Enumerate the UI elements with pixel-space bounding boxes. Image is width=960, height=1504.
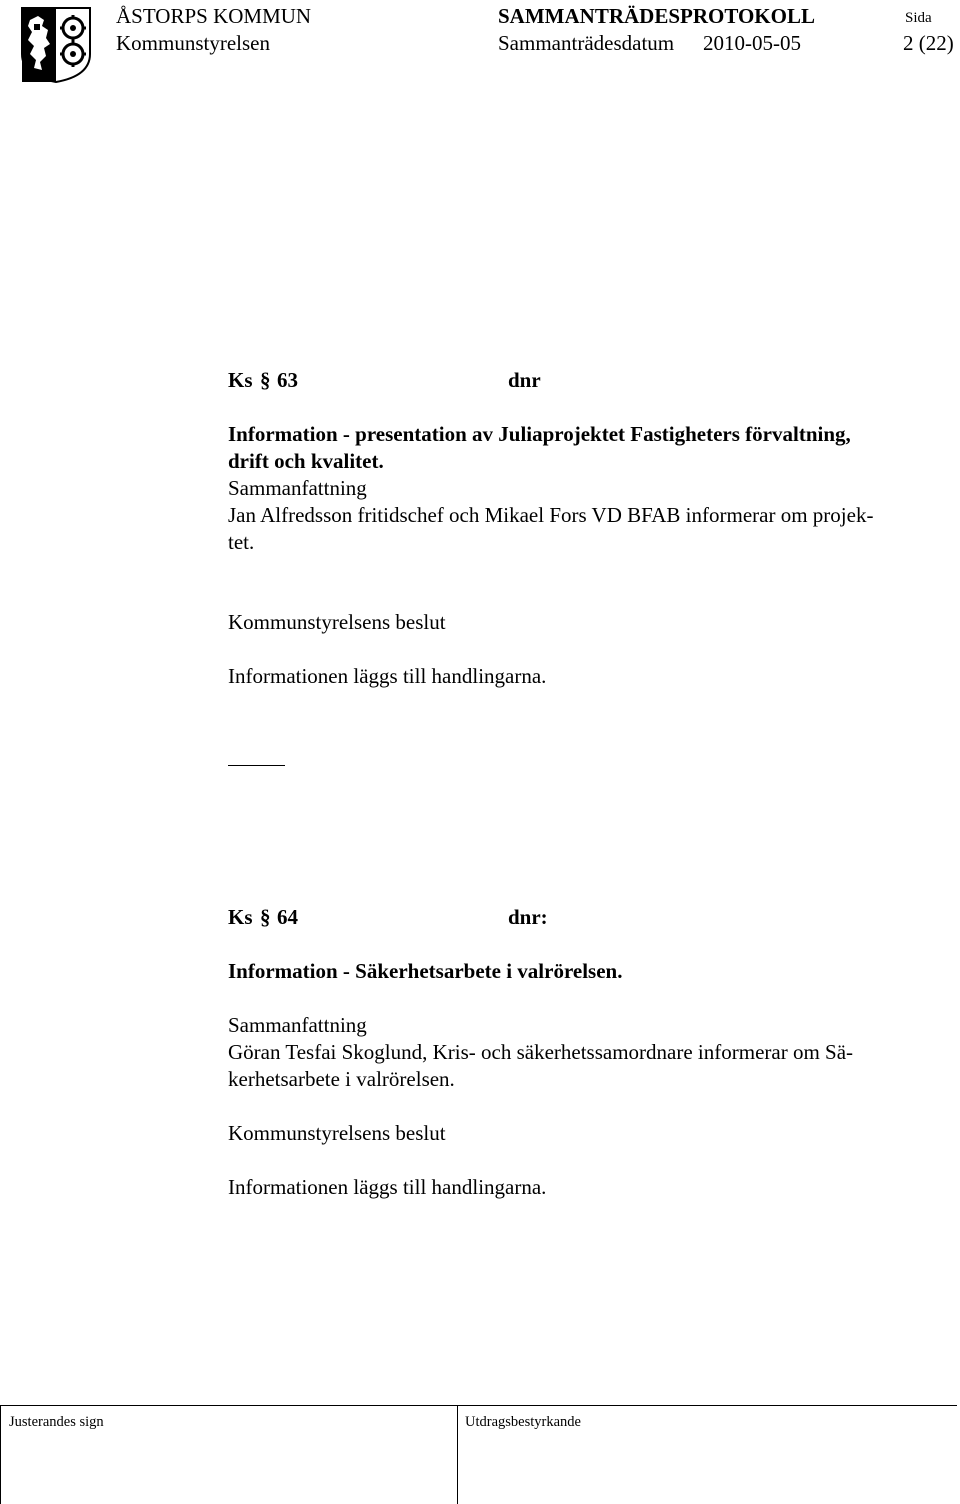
item-dnr: dnr:: [508, 905, 548, 929]
organization-name: ÅSTORPS KOMMUN: [116, 4, 312, 28]
item-ks-label: Ks: [228, 905, 253, 929]
summary-text: Jan Alfredsson fritidschef och Mikael Fors VD BFAB informerar om projek-: [228, 503, 874, 527]
certification-box-label: Utdragsbestyrkande: [465, 1414, 581, 1430]
section-sign: §: [260, 368, 271, 392]
page-label: Sida: [905, 10, 932, 26]
decision-heading: Kommunstyrelsens beslut: [228, 1121, 446, 1145]
decision-text: Informationen läggs till handlingarna.: [228, 1175, 547, 1199]
summary-heading: Sammanfattning: [228, 476, 367, 500]
decision-heading: Kommunstyrelsens beslut: [228, 610, 446, 634]
summary-text-cont: tet.: [228, 530, 255, 554]
footer-divider-left: [0, 1405, 1, 1504]
summary-text: Göran Tesfai Skoglund, Kris- och säkerhetssamordnare informerar om Sä-: [228, 1040, 854, 1064]
decision-text: Informationen läggs till handlingarna.: [228, 664, 547, 688]
item-title: Information - presentation av Juliaprojektet Fastigheters förvaltning,: [228, 422, 851, 446]
section-sign: §: [260, 905, 271, 929]
page-number: 2 (22): [903, 31, 954, 55]
item-ks-label: Ks: [228, 368, 253, 392]
meeting-date: 2010-05-05: [703, 31, 801, 55]
footer-rule: [0, 1405, 957, 1406]
section-separator: [228, 765, 285, 766]
item-number: 63: [277, 368, 298, 392]
summary-text-cont: kerhetsarbete i valrörelsen.: [228, 1067, 455, 1091]
item-number: 64: [277, 905, 298, 929]
municipal-coat-of-arms-logo: [20, 6, 92, 84]
meeting-date-label: Sammanträdesdatum: [498, 31, 675, 55]
item-title: Information - Säkerhetsarbete i valrörelsen.: [228, 959, 623, 983]
department-name: Kommunstyrelsen: [116, 31, 270, 55]
footer-divider-middle: [457, 1405, 458, 1504]
item-dnr: dnr: [508, 368, 541, 392]
signature-box-label: Justerandes sign: [9, 1414, 104, 1430]
item-title-cont: drift och kvalitet.: [228, 449, 384, 473]
summary-heading: Sammanfattning: [228, 1013, 367, 1037]
document-type: SAMMANTRÄDESPROTOKOLL: [498, 4, 815, 28]
